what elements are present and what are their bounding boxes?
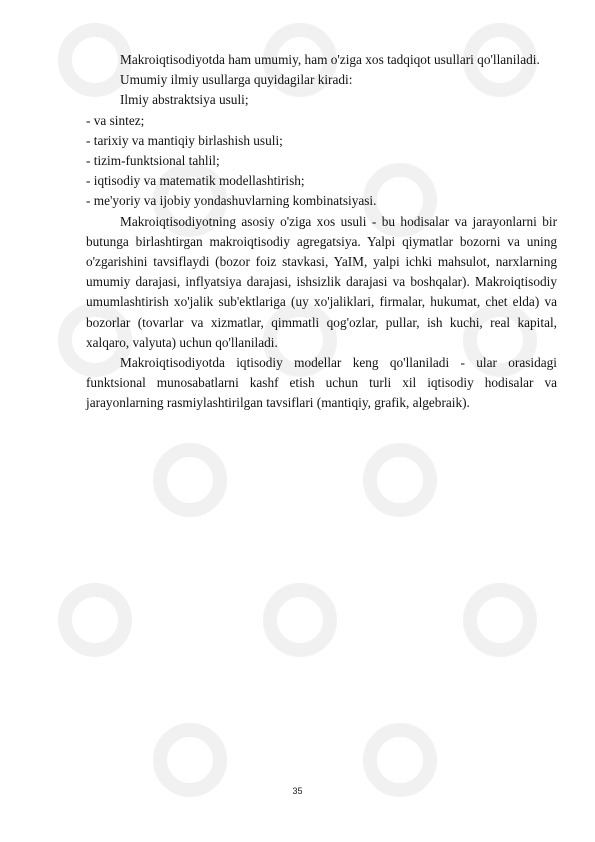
text-body — [86, 50, 557, 414]
page-number: 35 — [292, 786, 303, 796]
list-item: - tarixiy va mantiqiy birlashish usuli; — [86, 132, 283, 148]
intro-paragraph: Makroiqtisodiyotda ham umumiy, ham o'ziga xos tadqiqot usullari qo'llaniladi. — [120, 52, 540, 67]
list-item: - va sintez; — [86, 112, 145, 128]
models-paragraph: Makroiqtisodiyotda iqtisodiy modellar keng qo'llaniladi - ular orasidagi funktsional munosabatlarni kashf etish uchun turli xil iqtisodiy hodisalar va jarayonlarning rasmiylashtirilgan tavsiflari (mantiqiy, grafik, algebraik). — [86, 355, 557, 411]
general-methods-heading: Umumiy ilmiy usullarga quyidagilar kiradi: — [120, 72, 353, 88]
list-item: - tizim-funktsional tahlil; — [86, 153, 220, 169]
list-item: - iqtisodiy va matematik modellashtirish; — [86, 173, 305, 189]
list-item: - me'yoriy va ijobiy yondashuvlarning kombinatsiyasi. — [86, 193, 377, 209]
aggregation-paragraph: Makroiqtisodiyotning asosiy o'ziga xos usuli - bu hodisalar va jarayonlarni bir butunga birlashtirgan makroiqtisodiy agregatsiya. Yalpi qiymatlar bozorni va uning o'zgarishini tavsiflaydi (bozor foiz stavkasi, YaIM, yalpi ichki mahsulot, narxlarning umumiy darajasi, inflyatsiya darajasi, ishsizlik darajasi va boshqalar). Makroiqtisodiy umumlashtirish xo'jalik sub'ektlariga (uy xo'jaliklari, firmalar, hukumat, chet elda) va bozorlar (tovarlar va xizmatlar, qimmatli qog'ozlar, pullar, ish kuchi, real kapital, xalqaro, valyuta) uchun qo'llaniladi. — [86, 213, 557, 350]
abstraction-method-line: Ilmiy abstraktsiya usuli; — [120, 92, 249, 108]
